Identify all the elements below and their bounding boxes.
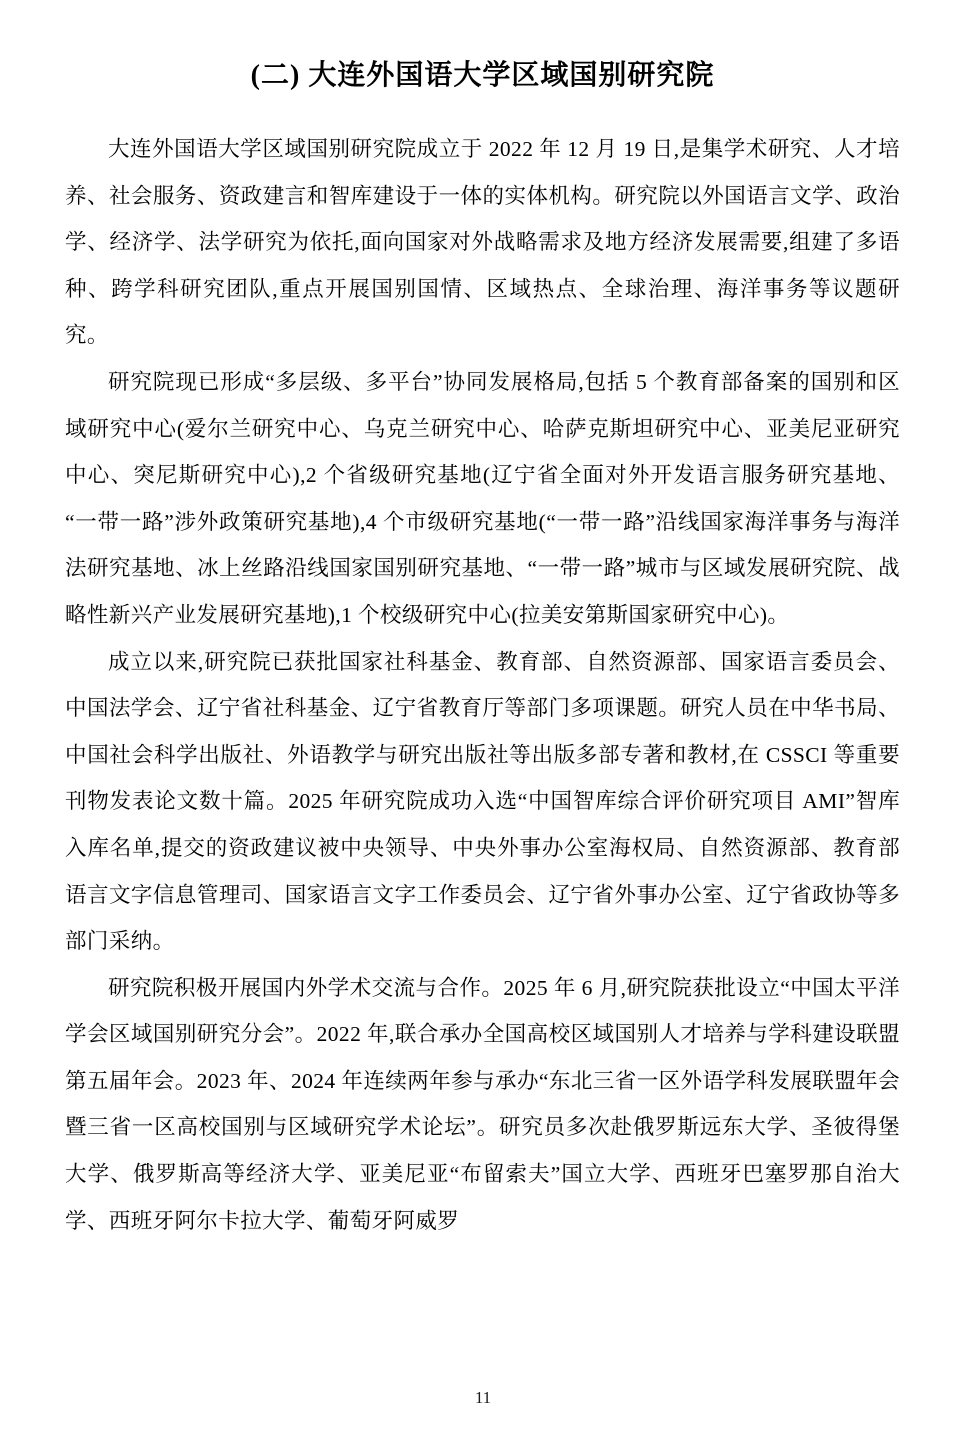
page-number: 11: [474, 1388, 492, 1407]
document-body: [65, 126, 900, 1244]
body-paragraph: 成立以来,研究院已获批国家社科基金、教育部、自然资源部、国家语言委员会、中国法学会、辽宁省社科基金、辽宁省教育厅等部门多项课题。研究人员在中华书局、中国社会科学出版社、外语教学与研究出版社等出版多部专著和教材,在 CSSCI 等重要刊物发表论文数十篇。2025 年研究院成功入选“中国智库综合评价研究项目 AMI”智库入库名单,提交的资政建议被中央领导、中央外事办公室海权局、自然资源部、教育部语言文字信息管理司、国家语言文字工作委员会、辽宁省外事办公室、辽宁省政协等多部门采纳。: [65, 649, 900, 954]
body-paragraph: 研究院现已形成“多层级、多平台”协同发展格局,包括 5 个教育部备案的国别和区域研究中心(爱尔兰研究中心、乌克兰研究中心、哈萨克斯坦研究中心、亚美尼亚研究中心、突尼斯研究中心),2 个省级研究基地(辽宁省全面对外开发语言服务研究基地、“一带一路”涉外政策研究基地),4 个市级研究基地(“一带一路”沿线国家海洋事务与海洋法研究基地、冰上丝路沿线国家国别研究基地、“一带一路”城市与区域发展研究院、战略性新兴产业发展研究基地),1 个校级研究中心(拉美安第斯国家研究中心)。: [65, 369, 900, 627]
body-paragraph: 大连外国语大学区域国别研究院成立于 2022 年 12 月 19 日,是集学术研究、人才培养、社会服务、资政建言和智库建设于一体的实体机构。研究院以外国语言文学、政治学、经济学、法学研究为依托,面向国家对外战略需求及地方经济发展需要,组建了多语种、跨学科研究团队,重点开展国别国情、区域热点、全球治理、海洋事务等议题研究。: [65, 137, 900, 348]
section-heading: (二) 大连外国语大学区域国别研究院: [250, 60, 715, 91]
body-paragraph: 研究院积极开展国内外学术交流与合作。2025 年 6 月,研究院获批设立“中国太平洋学会区域国别研究分会”。2022 年,联合承办全国高校区域国别人才培养与学科建设联盟第五届年会。2023 年、2024 年连续两年参与承办“东北三省一区外语学科发展联盟年会暨三省一区高校国别与区域研究学术论坛”。研究员多次赴俄罗斯远东大学、圣彼得堡大学、俄罗斯高等经济大学、亚美尼亚“布留索夫”国立大学、西班牙巴塞罗那自治大学、西班牙阿尔卡拉大学、葡萄牙阿威罗: [65, 975, 900, 1233]
